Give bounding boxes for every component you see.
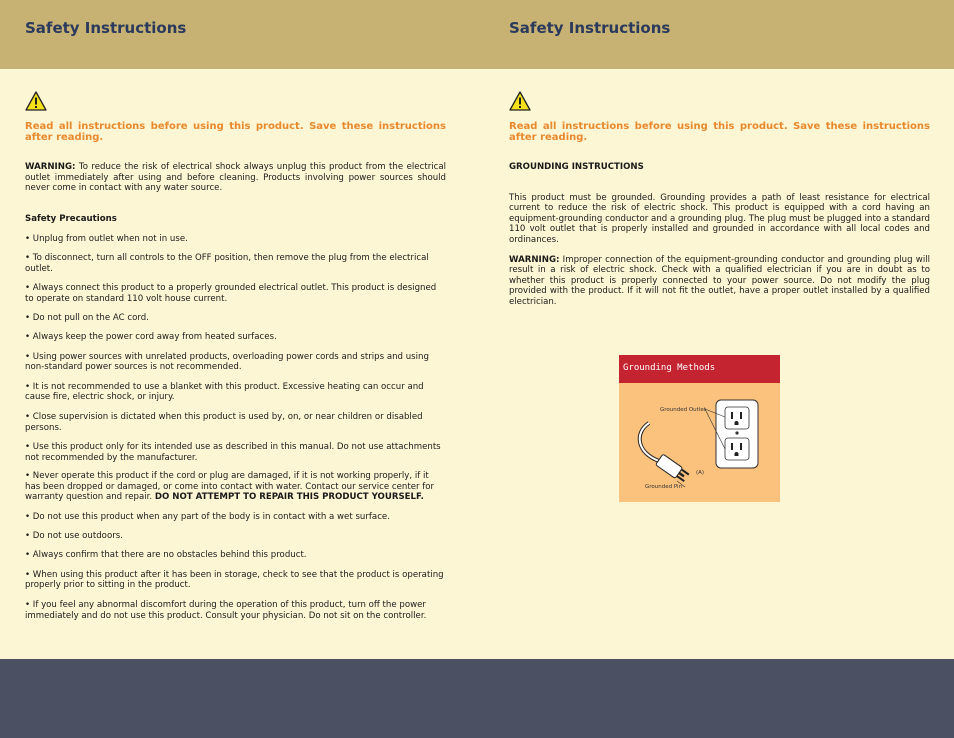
precaution-item: • If you feel any abnormal discomfort during the operation of this product, turn off the power immediately and do not use this product. Consult your physician. Do not sit on the controller. <box>25 600 427 621</box>
figure-title-band <box>619 355 780 383</box>
grounded-outlet-label: Grounded Outlet <box>660 407 706 413</box>
left-warning-paragraph <box>25 162 446 194</box>
grounded-pin-label: Grounded Pin <box>645 484 683 490</box>
figure-title: Grounding Methods <box>623 363 716 373</box>
precaution-item: • Do not pull on the AC cord. <box>25 313 149 324</box>
figure-marker-label: (A) <box>696 470 705 476</box>
right-page-body <box>509 162 930 308</box>
precaution-item: • Unplug from outlet when not in use. <box>25 234 188 245</box>
damage-text: • Never operate this product if the cord or plug are damaged, if it is not working properly, if it has been dropped or damaged, or come into contact with water. Contact our service center for warranty question and repair. <box>25 471 435 503</box>
precaution-item: • Use this product only for its intended use as described in this manual. Do not use attachments not recommended by the manufacturer. <box>25 442 441 463</box>
precaution-item: • Do not use outdoors. <box>25 530 123 541</box>
precaution-item: • Close supervision is dictated when this product is used by, on, or near children or disabled persons. <box>25 411 423 433</box>
safety-precautions-heading: Safety Precautions <box>25 213 117 224</box>
precaution-item: • Do not use this product when any part of the body is in contact with a wet surface. <box>25 512 390 523</box>
warning-triangle-icon <box>509 91 531 111</box>
plug-and-outlet-illustration <box>619 383 780 502</box>
right-warning-paragraph <box>509 255 930 308</box>
precaution-item: • Always connect this product to a properly grounded electrical outlet. This product is designed to operate on standard 110 volt house current. <box>25 283 437 304</box>
precaution-item: • When using this product after it has been in storage, check to see that the product is operating properly prior to sitting in the product. <box>25 569 444 591</box>
damage-bold-text: DO NOT ATTEMPT TO REPAIR THIS PRODUCT YOURSELF. <box>154 492 424 503</box>
footer-band <box>0 659 954 738</box>
warning-label: WARNING: <box>25 162 76 172</box>
grounding-paragraph: This product must be grounded. Grounding provides a path of least resistance for electrical current to reduce the risk of electric shock. This product is equipped with a cord having an equipment-grounding conductor and a grounding plug. The plug must be plugged into a standard 110 volt outlet that is properly installed and grounded in accordance with all local codes and ordinances. <box>509 192 930 245</box>
precaution-item: • Always keep the power cord away from heated surfaces. <box>25 331 277 342</box>
precaution-item-damage <box>25 471 446 503</box>
precaution-item: • To disconnect, turn all controls to the OFF position, then remove the plug from the electrical outlet. <box>25 252 429 274</box>
warning-triangle-icon <box>25 91 47 111</box>
grounding-instructions-heading: GROUNDING INSTRUCTIONS <box>509 162 644 172</box>
precaution-item: • It is not recommended to use a blanket with this product. Excessive heating can occur and cause fire, electric shock, or injury. <box>25 381 424 403</box>
warning-text: Improper connection of the equipment-grounding conductor and grounding plug will result in a risk of electric shock. Check with a qualified electrician if you are in doubt as to whether this product is properly connected to your power source. Do not modify the plug provided with the product. If it will not fit the outlet, have a proper outlet installed by a qualified electrician. <box>509 254 930 307</box>
right-page-title: Safety Instructions <box>509 19 671 37</box>
precaution-item: • Using power sources with unrelated products, overloading power cords and strips and using non-standard power sources is not recommended. <box>25 351 429 373</box>
right-intro-notice: Read all instructions before using this product. Save these instructions after reading. <box>509 121 930 143</box>
left-intro-notice: Read all instructions before using this product. Save these instructions after reading. <box>25 121 446 143</box>
left-page-title: Safety Instructions <box>25 19 187 37</box>
warning-text: To reduce the risk of electrical shock always unplug this product from the electrical outlet immediately after using and before cleaning. Products involving power sources should never come in contact with any water source. <box>25 162 446 194</box>
left-page-body <box>25 162 446 621</box>
grounding-methods-figure <box>619 355 780 502</box>
precaution-item: • Always confirm that there are no obstacles behind this product. <box>25 550 307 561</box>
warning-label: WARNING: <box>509 254 560 265</box>
